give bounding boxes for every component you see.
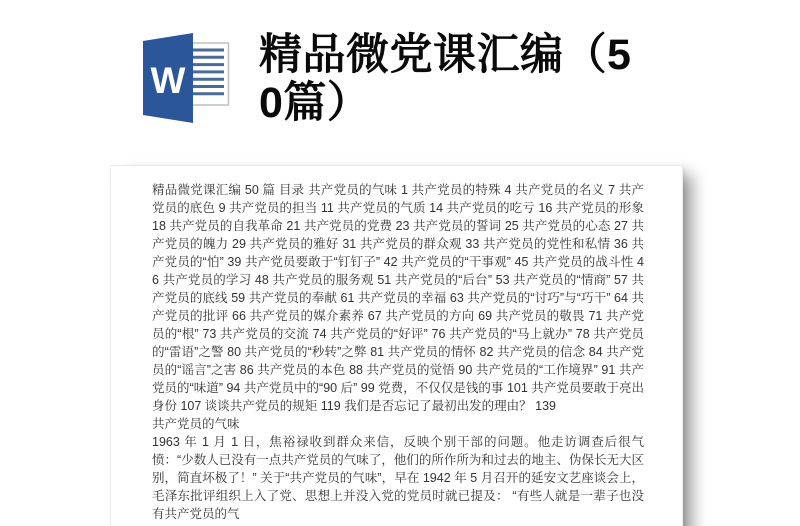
- section-heading: 共产党员的气味: [152, 417, 240, 431]
- body-paragraph: 1963 年 1 月 1 日，焦裕禄收到群众来信，反映个别干部的问题。他走访调查后很气愤：“少数人已没有一点共产党员的气味了，他们的所作所为和过去的地主、伪保长无大区别，简直坏极了！” 关于“共产党员的气味”，早在 1942 年 5 月召开的延安文艺座谈会上，毛泽东批评组织上入了党、思想上并没入党的党员时就已提及： “有些人就是一辈子也没有共产党员的气: [152, 435, 644, 521]
- word-document-icon: [142, 32, 230, 124]
- word-icon-graphic: [142, 32, 230, 124]
- page-title: 精品微党课汇编（50篇）: [259, 31, 632, 127]
- word-icon-letter: W: [150, 60, 186, 101]
- toc-paragraph: 精品微党课汇编 50 篇 目录 共产党员的气味 1 共产党员的特殊 4 共产党员的名义 7 共产党员的底色 9 共产党员的担当 11 共产党员的气质 14 共产党员的吃亏 16 共产党员的形象 18 共产党员的自我革命 21 共产党员的党费 23 共产党员的誓词 25 共产党员的心态 27 共产党员的魄力 29 共产党员的雅好 31 共产党员的群众观 33 共产党员的党性和私情 36 共产党员的“怕” 39 共产党员要敢于“钉钉子” 42 共产党员的“干事观” 45 共产党员的战斗性 46 共产党员的学习 48 共产党员的服务观 51 共产党员的“后台” 53 共产党员的“情商” 57 共产党员的底线 59 共产党员的奉献 61 共产党员的幸福 63 共产党员的“讨巧”与“巧干” 64 共产党员的批评 66 共产党员的媒介素养 67 共产党员的方向 69 共产党员的敬畏 71 共产党员的“根” 73 共产党员的交流 74 共产党员的“好评” 76 共产党员的“马上就办” 78 共产党员的“雷语”之警 80 共产党员的“秒转”之弊 81 共产党员的情怀 82 共产党员的信念 84 共产党员的“谣言”之害 86 共产党员的本色 88 共产党员的觉悟 90 共产党员的“工作境界” 91 共产党员的“味道” 94 共产党员中的“90 后” 99 党费，不仅仅是钱的事 101 共产党员要敢于亮出身份 107 谈谈共产党员的规矩 119 我们是否忘记了最初出发的理由？ 139: [152, 183, 644, 413]
- document-header: [142, 31, 645, 127]
- document-preview-page[interactable]: [110, 165, 683, 526]
